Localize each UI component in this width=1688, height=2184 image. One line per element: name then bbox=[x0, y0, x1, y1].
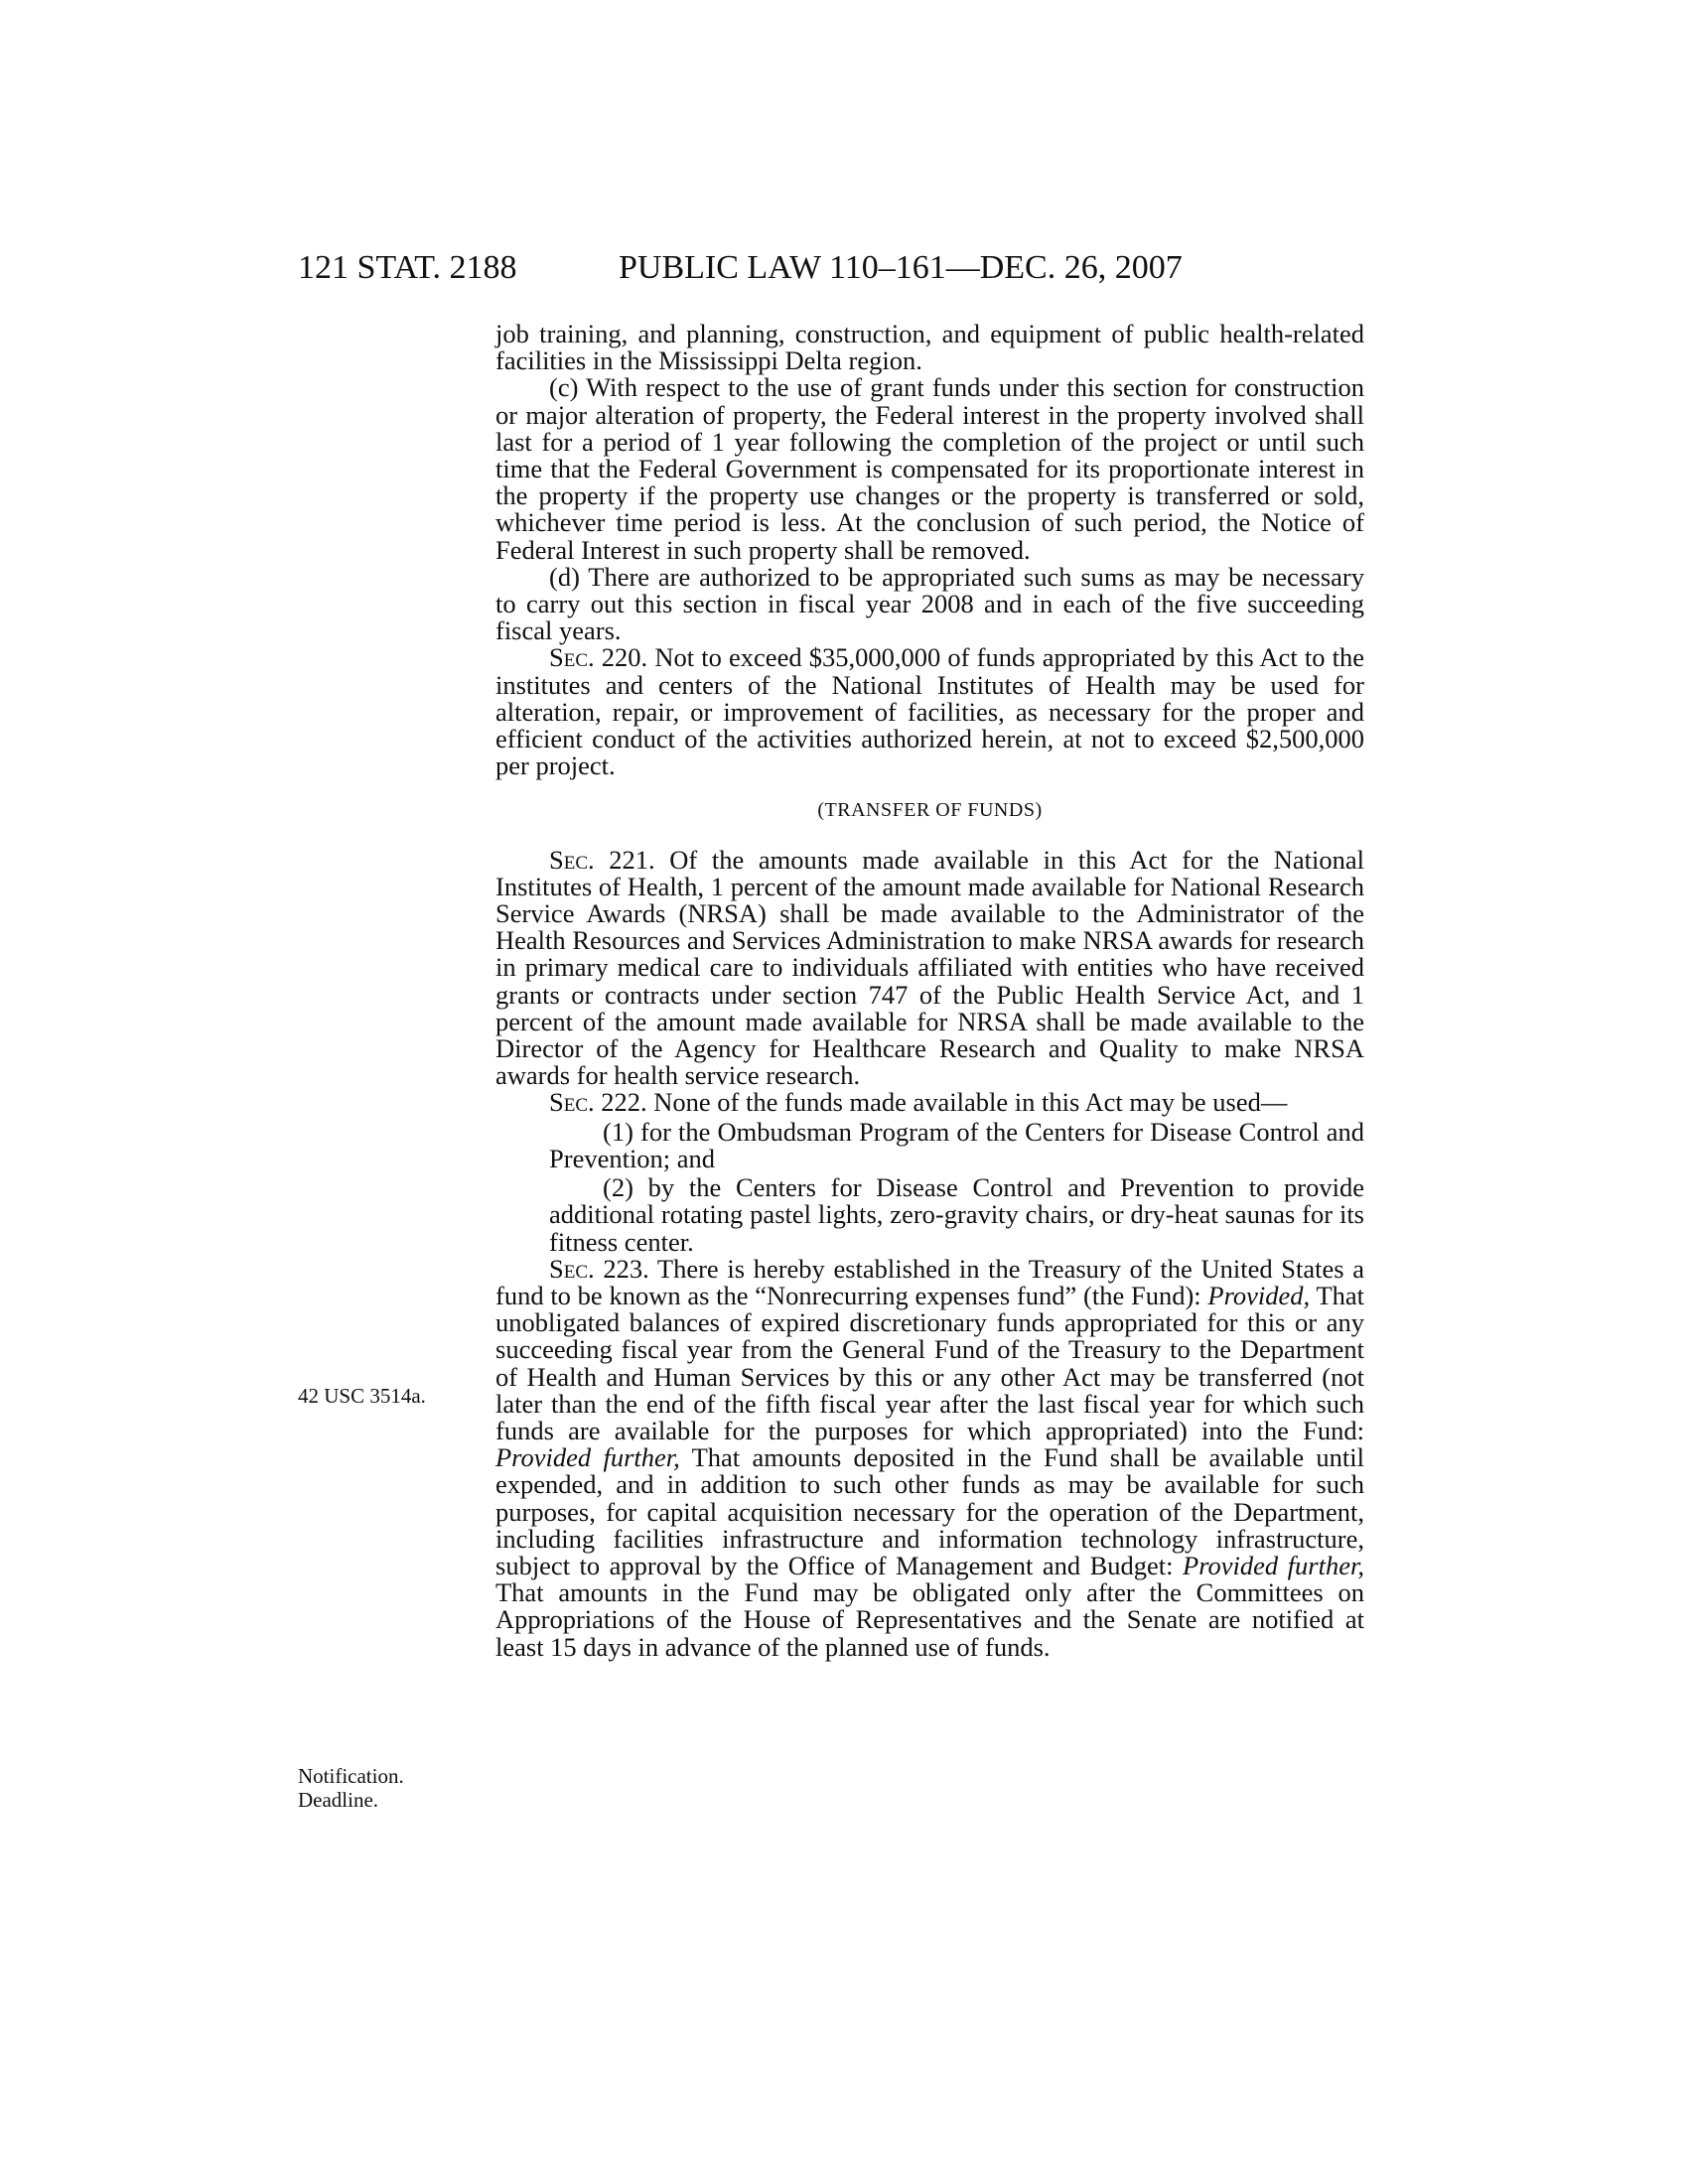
section-223-label: Sec. 223. bbox=[549, 1253, 649, 1284]
section-221-label: Sec. 221. bbox=[549, 844, 655, 875]
section-223-text-1: There is hereby established in the Treasury of the United States a fund to be known as the “Nonrecurring expenses fund” (the Fund): bbox=[495, 1253, 1364, 1310]
page-citation: 121 STAT. 2188 bbox=[298, 249, 517, 286]
body-text bbox=[495, 321, 1364, 1661]
transfer-of-funds-heading: (TRANSFER OF FUNDS) bbox=[817, 799, 1043, 822]
section-223-text-4: That amounts in the Fund may be obligated only after the Committees on Appropriations of the House of Representatives and the Senate are notified at least 15 days in advance of the planned use of funds. bbox=[495, 1577, 1364, 1662]
paragraph-b-continued: job training, and planning, construction, and equipment of public health-related facilities in the Mississippi Delta region. bbox=[495, 319, 1364, 376]
section-220-label: Sec. 220. bbox=[549, 642, 648, 673]
section-223-text-3: That amounts deposited in the Fund shall be available until expended, and in addition to such other funds as may be available for such purposes, for capital acquisition necessary for the operation of the Department, including facilities infrastructure and information technology infrastructure, subject to approval by the Office of Management and Budget: bbox=[495, 1442, 1364, 1580]
section-222-item-2: (2) by the Centers for Disease Control and Prevention to provide additional rotating pastel lights, zero-gravity chairs, or dry-heat saunas for its fitness center. bbox=[549, 1172, 1364, 1257]
provided-1: Provided, bbox=[1207, 1280, 1311, 1310]
paragraph-c: (c) With respect to the use of grant funds under this section for construction or major alteration of property, the Federal interest in the property involved shall last for a period of 1 year following the completion of the project or until such time that the Federal Government is compensated for its proportionate interest in the property if the property use changes or the property is transferred or sold, whichever time period is less. At the conclusion of such period, the Notice of Federal Interest in such property shall be removed. bbox=[495, 372, 1364, 565]
paragraph-d: (d) There are authorized to be appropriated such sums as may be necessary to carry out this section in fiscal year 2008 and in each of the five succeeding fiscal years. bbox=[495, 561, 1364, 646]
running-head: PUBLIC LAW 110–161—DEC. 26, 2007 bbox=[619, 249, 1183, 286]
section-220 bbox=[495, 644, 1364, 779]
section-222-text: None of the funds made available in this Act may be used— bbox=[646, 1087, 1288, 1118]
section-221 bbox=[495, 844, 1364, 1091]
margin-note-usc: 42 USC 3514a. bbox=[298, 1384, 426, 1408]
section-220-text: Not to exceed $35,000,000 of funds appropriated by this Act to the institutes and centers of the National Institutes of Health may be used for alteration, repair, or improvement of facilities, as necessary for the proper and efficient conduct of the activities authorized herein, at not to exceed $2,500,000 per project. bbox=[495, 642, 1364, 781]
section-222 bbox=[495, 1089, 1364, 1116]
section-223-text-2: That unobligated balances of expired discretionary funds appropriated for this or any succeeding fiscal year from the General Fund of the Treasury to the Department of Health and Human Services by this or any other Act may be transferred (not later than the end of the fifth fiscal year after the last fiscal year for which such funds are available for the purposes for which appropriated) into the Fund: bbox=[495, 1280, 1365, 1445]
provided-further-2: Provided further, bbox=[1183, 1550, 1364, 1580]
section-222-item-1: (1) for the Ombudsman Program of the Centers for Disease Control and Prevention; and bbox=[549, 1116, 1364, 1173]
section-223 bbox=[495, 1253, 1365, 1662]
margin-note-deadline: Deadline. bbox=[298, 1788, 379, 1812]
margin-note-notification: Notification. bbox=[298, 1764, 404, 1788]
provided-further-1: Provided further, bbox=[495, 1442, 680, 1473]
section-222-label: Sec. 222. bbox=[549, 1087, 647, 1118]
section-221-text: Of the amounts made available in this Act for the National Institutes of Health, 1 percent of the amount made available for National Research Service Awards (NRSA) shall be made available to the Administrator of the Health Resources and Services Administration to make NRSA awards for research in primary medical care to individuals affiliated with entities who have received grants or contracts under section 747 of the Public Health Service Act, and 1 percent of the amount made available for NRSA shall be made available to the Director of the Agency for Healthcare Research and Quality to make NRSA awards for health service research. bbox=[495, 844, 1364, 1091]
